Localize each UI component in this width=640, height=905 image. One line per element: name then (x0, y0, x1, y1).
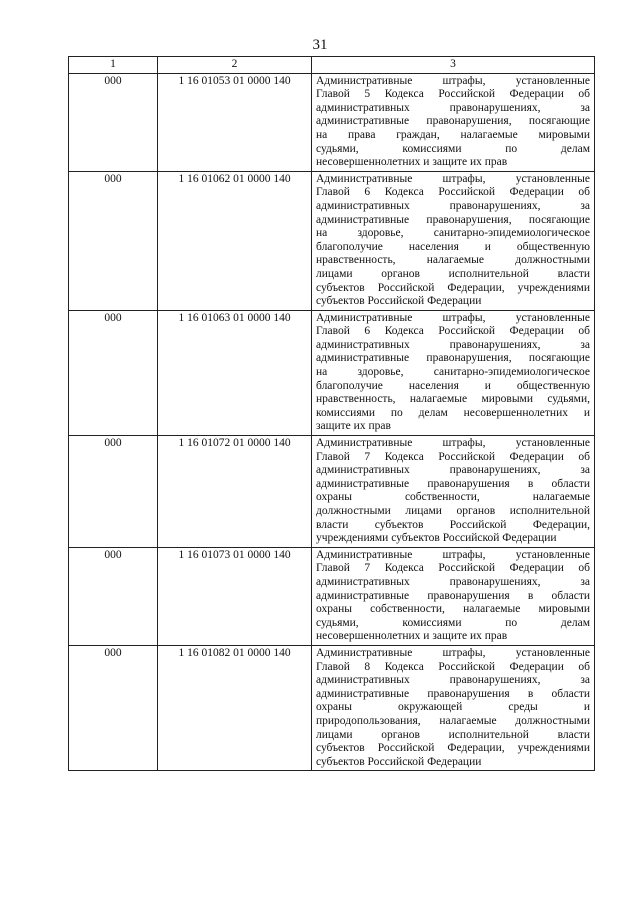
description-line: Главой 8 Кодекса Российской Федерации об (316, 660, 590, 673)
description-line: несовершеннолетних и защите их прав (316, 156, 508, 169)
description-line: охраны окружающей среды и (316, 701, 590, 714)
description-line: на здоровье, санитарно-эпидемиологическое (316, 227, 590, 240)
description-line: власти субъектов Российской Федерации, (316, 518, 590, 531)
kbk-code-cell: 1 16 01063 01 0000 140 (158, 310, 312, 435)
description-line: Административные штрафы, установленные (316, 172, 590, 185)
description-line: комиссиями по делам несовершеннолетних и (316, 406, 590, 419)
description-line: судьями, комиссиями по делам (316, 142, 590, 155)
kbk-code-cell: 1 16 01062 01 0000 140 (158, 171, 312, 310)
header-col-1: 1 (69, 57, 158, 74)
description-line: административных правонарушениях, за (316, 674, 590, 687)
table-row (69, 171, 595, 310)
admin-code-cell: 000 (69, 547, 158, 645)
description-line: субъектов Российской Федерации (316, 755, 482, 768)
description-line: нравственность, налагаемые должностными (316, 254, 590, 267)
description-cell (312, 310, 595, 435)
description-line: Административные штрафы, установленные (316, 646, 590, 659)
description-line: благополучие населения и общественную (316, 379, 590, 392)
budget-codes-table (68, 56, 595, 771)
table-row (69, 645, 595, 770)
admin-code-cell: 000 (69, 645, 158, 770)
description-line: охраны собственности, налагаемые мировыми (316, 603, 590, 616)
description-line: административные правонарушения в области (316, 589, 590, 602)
description-line: на здоровье, санитарно-эпидемиологическое (316, 366, 590, 379)
description-cell (312, 436, 595, 548)
description-line: субъектов Российской Федерации, учреждениями (316, 742, 590, 755)
header-col-3: 3 (312, 57, 595, 74)
admin-code-cell: 000 (69, 310, 158, 435)
description-line: Административные штрафы, установленные (316, 311, 590, 324)
table-row (69, 547, 595, 645)
description-line: на права граждан, налагаемые мировыми (316, 128, 590, 141)
description-line: административных правонарушениях, за (316, 101, 590, 114)
description-line: Административные штрафы, установленные (316, 437, 590, 450)
description-line: Административные штрафы, установленные (316, 548, 590, 561)
description-line: защите их прав (316, 420, 391, 433)
table-row (69, 73, 595, 171)
description-line: субъектов Российской Федерации, учреждениями (316, 281, 590, 294)
description-line: Главой 6 Кодекса Российской Федерации об (316, 325, 590, 338)
page-number: 31 (312, 37, 328, 53)
description-line: природопользования, налагаемые должностными (316, 714, 590, 727)
table-header-row (69, 57, 595, 74)
description-line: Главой 5 Кодекса Российской Федерации об (316, 88, 590, 101)
description-line: Административные штрафы, установленные (316, 74, 590, 87)
header-col-2: 2 (158, 57, 312, 74)
description-line: Главой 7 Кодекса Российской Федерации об (316, 562, 590, 575)
description-line: лицами органов исполнительной власти (316, 267, 590, 280)
description-cell (312, 73, 595, 171)
description-line: нравственность, налагаемые мировыми судьями, (316, 393, 590, 406)
description-line: административные правонарушения в области (316, 477, 590, 490)
description-line: Главой 6 Кодекса Российской Федерации об (316, 186, 590, 199)
kbk-code-cell: 1 16 01072 01 0000 140 (158, 436, 312, 548)
description-cell (312, 171, 595, 310)
description-line: Главой 7 Кодекса Российской Федерации об (316, 450, 590, 463)
description-line: административные правонарушения, посягающие (316, 213, 590, 226)
description-line: должностными лицами органов исполнительной (316, 505, 590, 517)
description-line: субъектов Российской Федерации (316, 295, 482, 308)
admin-code-cell: 000 (69, 73, 158, 171)
table-body (69, 73, 595, 771)
table-row (69, 310, 595, 435)
description-cell (312, 645, 595, 770)
description-line: административных правонарушениях, за (316, 575, 590, 588)
admin-code-cell: 000 (69, 171, 158, 310)
description-line: благополучие населения и общественную (316, 240, 590, 253)
kbk-code-cell: 1 16 01053 01 0000 140 (158, 73, 312, 171)
description-line: охраны собственности, налагаемые (316, 491, 590, 504)
description-line: несовершеннолетних и защите их прав (316, 630, 508, 643)
table-header (69, 57, 595, 74)
description-line: административных правонарушениях, за (316, 199, 590, 212)
description-line: административных правонарушениях, за (316, 338, 590, 351)
admin-code-cell: 000 (69, 436, 158, 548)
description-line: административные правонарушения, посягающие (316, 115, 590, 128)
table-row (69, 436, 595, 548)
description-line: судьями, комиссиями по делам (316, 616, 590, 629)
description-line: административных правонарушениях, за (316, 464, 590, 477)
description-line: лицами органов исполнительной власти (316, 728, 590, 741)
description-line: административные правонарушения в области (316, 687, 590, 700)
kbk-code-cell: 1 16 01073 01 0000 140 (158, 547, 312, 645)
description-line: учреждениями субъектов Российской Федерации (316, 532, 557, 545)
description-line: административные правонарушения, посягающие (316, 352, 590, 365)
kbk-code-cell: 1 16 01082 01 0000 140 (158, 645, 312, 770)
description-cell (312, 547, 595, 645)
